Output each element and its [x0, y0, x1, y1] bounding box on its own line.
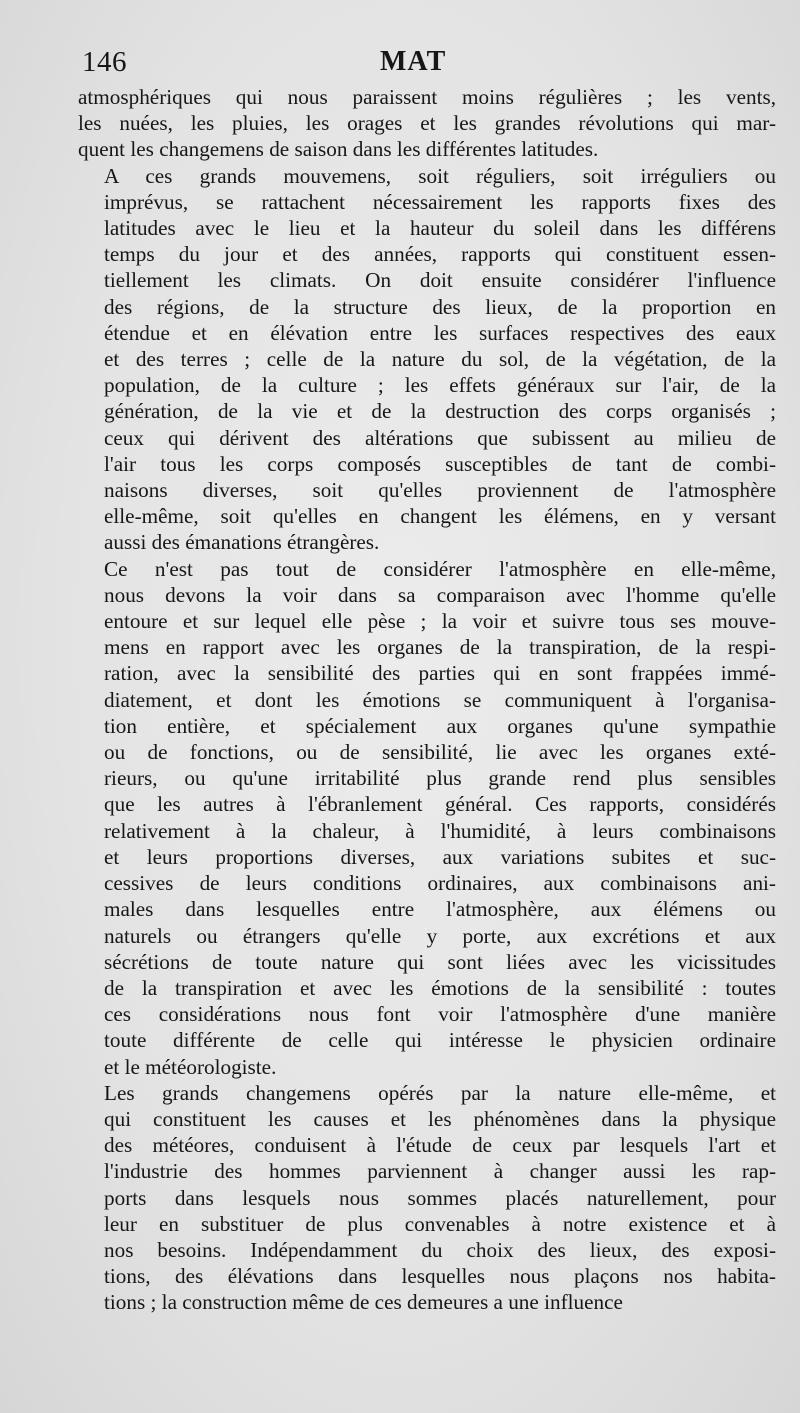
text-line: imprévus, se rattachent nécessairement les rapports fixes des: [104, 189, 776, 214]
text-line: tions, des élévations dans lesquelles nous plaçons nos habita-: [104, 1264, 776, 1289]
text-line: aussi des émanations étrangères.: [104, 530, 380, 555]
text-line: cessives de leurs conditions ordinaires, aux combinaisons ani-: [104, 871, 776, 896]
text-line: leur en substituer de plus convenables à notre existence et à: [104, 1211, 776, 1236]
text-line: génération, de la vie et de la destruction des corps organisés ;: [104, 399, 776, 424]
text-line: étendue et en élévation entre les surfaces respectives des eaux: [104, 320, 776, 345]
page-number: 146: [82, 46, 127, 78]
text-line: de la transpiration et avec les émotions de la sensibilité : toutes: [104, 975, 776, 1000]
text-line: Les grands changemens opérés par la nature elle-même, et: [104, 1080, 776, 1105]
text-line: naturels ou étrangers qu'elle y porte, aux excrétions et aux: [104, 923, 776, 948]
running-head: MAT: [380, 46, 447, 77]
text-line: l'air tous les corps composés susceptibles de tant de combi-: [104, 451, 776, 476]
text-line: ou de fonctions, ou de sensibilité, lie avec les organes exté-: [104, 740, 776, 765]
text-line: ports dans lesquels nous sommes placés naturellement, pour: [104, 1185, 776, 1210]
text-line: elle-même, soit qu'elles en changent les élémens, en y versant: [104, 504, 776, 529]
text-line: et leurs proportions diverses, aux variations subites et suc-: [104, 844, 776, 869]
body-text: [78, 84, 776, 1316]
text-line: males dans lesquelles entre l'atmosphère, aux élémens ou: [104, 897, 776, 922]
text-line: relativement à la chaleur, à l'humidité, à leurs combinaisons: [104, 818, 776, 843]
text-line: et le météorologiste.: [104, 1054, 277, 1079]
text-line: ces considérations nous font voir l'atmosphère d'une manière: [104, 1002, 776, 1027]
text-line: rieurs, ou qu'une irritabilité plus grande rend plus sensibles: [104, 766, 776, 791]
text-line: A ces grands mouvemens, soit réguliers, soit irréguliers ou: [104, 163, 776, 188]
text-line: tiellement les climats. On doit ensuite considérer l'influence: [104, 268, 776, 293]
page-header: [82, 46, 756, 86]
text-line: atmosphériques qui nous paraissent moins régulières ; les vents,: [78, 85, 776, 109]
text-line: ration, avec la sensibilité des parties qui en sont frappées immé-: [104, 661, 776, 686]
text-line: entoure et sur lequel elle pèse ; la voir et suivre tous ses mouve-: [104, 609, 776, 634]
text-line: mens en rapport avec les organes de la transpiration, de la respi-: [104, 635, 776, 660]
text-line: et des terres ; celle de la nature du sol, de la végétation, de la: [104, 347, 776, 372]
text-line: toute différente de celle qui intéresse le physicien ordinaire: [104, 1028, 776, 1053]
text-line: que les autres à l'ébranlement général. Ces rapports, considérés: [104, 792, 776, 817]
text-line: tion entière, et spécialement aux organes qu'une sympathie: [104, 713, 776, 738]
text-line: latitudes avec le lieu et la hauteur du soleil dans les différens: [104, 216, 776, 241]
text-line: nos besoins. Indépendamment du choix des lieux, des exposi-: [104, 1237, 776, 1262]
text-line: nous devons la voir dans sa comparaison avec l'homme qu'elle: [104, 582, 776, 607]
text-line: des régions, de la structure des lieux, de la proportion en: [104, 294, 776, 319]
text-line: ceux qui dérivent des altérations que subissent au milieu de: [104, 425, 776, 450]
text-line: qui constituent les causes et les phénomènes dans la physique: [104, 1106, 776, 1131]
paragraph: [78, 163, 776, 556]
text-line: Ce n'est pas tout de considérer l'atmosphère en elle-même,: [104, 556, 776, 581]
text-line: temps du jour et des années, rapports qui constituent essen-: [104, 242, 776, 267]
paragraph: [78, 1080, 776, 1316]
text-line: les nuées, les pluies, les orages et les grandes révolutions qui mar-: [78, 111, 776, 136]
text-line: population, de la culture ; les effets généraux sur l'air, de la: [104, 373, 776, 398]
text-line: naisons diverses, soit qu'elles proviennent de l'atmosphère: [104, 478, 776, 503]
text-line: sécrétions de toute nature qui sont liées avec les vicissitudes: [104, 949, 776, 974]
paragraph: [78, 84, 776, 163]
text-line: des météores, conduisent à l'étude de ceux par lesquels l'art et: [104, 1133, 776, 1158]
text-line: l'industrie des hommes parviennent à changer aussi les rap-: [104, 1159, 776, 1184]
text-line: tions ; la construction même de ces demeures a une influence: [104, 1290, 623, 1315]
text-line: diatement, et dont les émotions se communiquent à l'organisa-: [104, 687, 776, 712]
text-line: quent les changemens de saison dans les différentes latitudes.: [78, 137, 599, 162]
paragraph: [78, 556, 776, 1080]
